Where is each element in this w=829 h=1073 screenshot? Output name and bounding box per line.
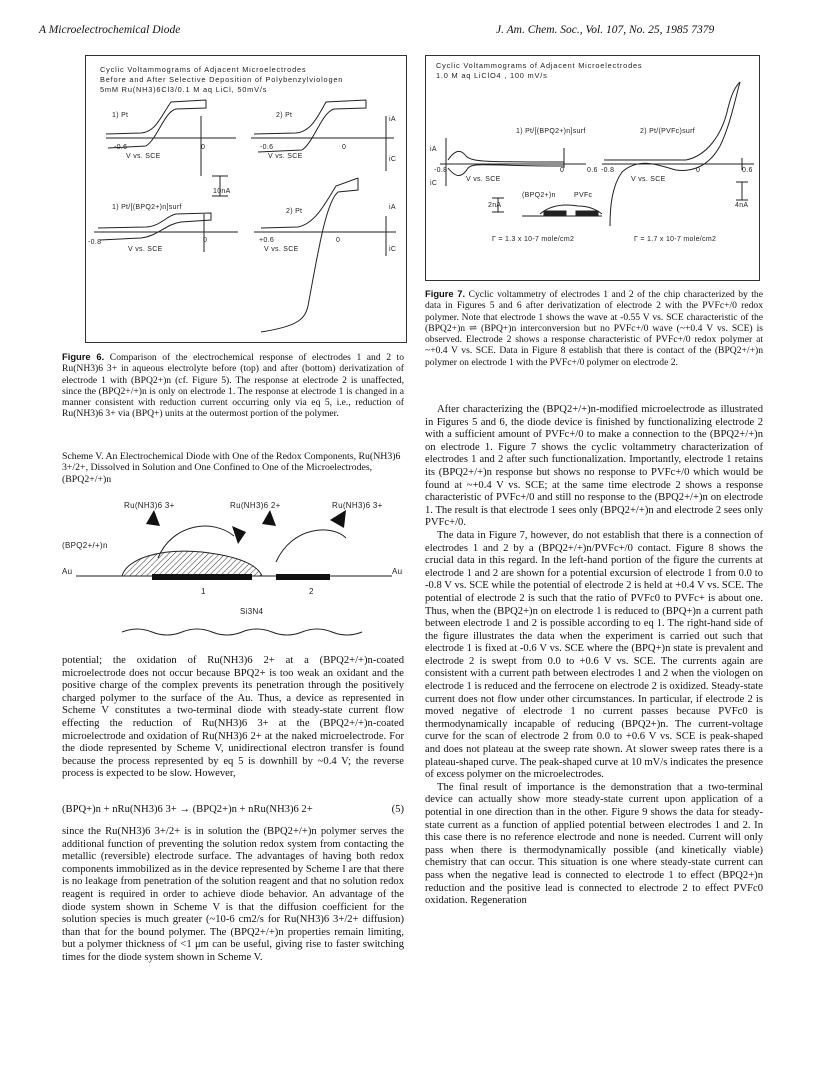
- fig7-r-mid: 0.6: [587, 167, 598, 174]
- fig7-r-xmax: 0.6: [742, 167, 753, 174]
- equation-lhs: (BPQ+)n + nRu(NH3)6 3+: [62, 804, 177, 815]
- figure-6-caption-block: [62, 351, 404, 420]
- left-column-para-2: [62, 826, 404, 965]
- tl-zero: 0: [201, 144, 206, 151]
- scheme-5-diagram: [62, 496, 407, 644]
- right-column: [425, 404, 763, 908]
- right-text-3: The final result of importance is the demonstration that a two-terminal device can actually show more steady-state current upon application of a potential in one direction than in the other. Figure 9 shows the data for steady-state current as a function of applied potential between electrodes 1 and 2. In this case there is no reference electrode and none is needed. Current will only pass when there is thermodynamically possible (and kinetically viable) chemistry that can occur. This situation is one where steady-state current can pass when the negative lead is connected to electrode 1 to effect (BPQ2+)n reduction and the positive lead is connected to electrode 2 to effect PVFc0 oxidation. Regeneration: [425, 781, 763, 907]
- scheme-5-title: [62, 451, 404, 485]
- ru3-right-label: Ru(NH3)6 3+: [332, 501, 383, 510]
- figure-6-caption-label: Figure 6.: [62, 351, 105, 362]
- equation-arrow: →: [179, 804, 190, 815]
- panel-tr-label: 2) Pt: [276, 112, 293, 119]
- equation-number: (5): [391, 804, 404, 815]
- figure-7-caption-block: [425, 288, 763, 368]
- scale-label: 10nA: [213, 188, 231, 195]
- fig7-ia: iA: [430, 146, 437, 153]
- scheme-5-graphic: [62, 496, 407, 644]
- br-ia: iA: [389, 204, 396, 211]
- br-xlabel: V vs. SCE: [264, 246, 299, 253]
- au-left-label: Au: [62, 567, 73, 576]
- tr-ia: iA: [389, 116, 396, 123]
- tr-zero: 0: [342, 144, 347, 151]
- tl-xmin: -0.6: [114, 144, 128, 151]
- figure-6-title-3: 5mM Ru(NH3)6Cl3/0.1 M aq LiCl, 50mV/s: [100, 85, 268, 94]
- figure-6: [85, 55, 407, 343]
- ru2-label: Ru(NH3)6 2+: [230, 501, 281, 510]
- fig7-scale-right: 4nA: [735, 202, 749, 209]
- fig7-r-zero: 0: [696, 167, 701, 174]
- tr-ic: iC: [389, 156, 397, 163]
- electrode-2-label: 2: [309, 587, 314, 596]
- fig7-inset-pvfc: PVFc: [574, 192, 593, 199]
- equation-rhs: (BPQ2+)n + nRu(NH3)6 2+: [192, 804, 313, 815]
- fig7-l-zero: 0: [560, 167, 565, 174]
- fig7-panel-left: 1) Pt/[(BPQ2+)n]surf: [516, 128, 586, 135]
- fig7-coverage-right: Γ = 1.7 x 10-7 mole/cm2: [634, 236, 717, 243]
- tr-xlabel: V vs. SCE: [268, 153, 303, 160]
- left-column-para-1: [62, 655, 404, 781]
- fig7-l-xlabel: V vs. SCE: [466, 176, 501, 183]
- panel-tl-label: 1) Pt: [112, 112, 129, 119]
- electrode-1-label: 1: [201, 587, 206, 596]
- running-header-left: A Microelectrochemical Diode: [39, 24, 181, 36]
- fig7-scale-left: 2nA: [488, 202, 502, 209]
- fig7-panel-right: 2) Pt/(PVFc)surf: [640, 128, 695, 135]
- figure-7-title-2: 1.0 M aq LiClO4 , 100 mV/s: [436, 71, 548, 80]
- scheme-5-text: An Electrochemical Diode with One of the Redox Components, Ru(NH3)6 3+/2+, Dissolved in Solution and One Confined to One of the Microelectrodes, (BPQ2+/+)n: [62, 451, 401, 485]
- figure-6-caption: Comparison of the electrochemical response of electrodes 1 and 2 to Ru(NH3)6 3+ in aqueous electrolyte before (top) and after (bottom) derivatization of electrode 1 with (BPQ2+)n (cf. Figure 5). The response at electrode 2 is unaffected, since the (BPQ2+/+)n is only on electrode 1. The response at electrode 1 is changed in a manner consistent with reduction current occurring only via eq 5, i.e., reduction of Ru(NH3)6 3+ via (BPQ+) units at the outermost portion of the polymer.: [62, 352, 405, 420]
- figure-7-caption: Cyclic voltammetry of electrodes 1 and 2 of the chip characterized by the data in Figures 5 and 6 after derivatization of electrode 2 with the PVFc+/0 redox polymer. Note that electrode 1 shows the wave at -0.55 V vs. SCE characteristic of the (BPQ2+)n ⇌ (BPQ+)n interconversion but no PVFc+/0 wave (~+0.4 V vs. SCE) is observed. Electrode 2 shows a response characteristic of PVFc+/0 redox polymer at ~+0.4 V vs. SCE. Data in Figure 8 establish that there is contact of the (BPQ2+/+)n polymer on electrode 1 with the PVFc+/0 polymer on electrode 2.: [425, 289, 763, 368]
- figure-7-caption-label: Figure 7.: [425, 288, 466, 299]
- right-text-1: After characterizing the (BPQ2+/+)n-modified microelectrode as illustrated in Figures 5 and 6, the diode device is finished by functionalizing electrode 2 with a sufficient amount of PVFc+/0 to make a connection to the (BPQ2+/+)n on electrode 1. Figure 7 shows the cyclic voltammetry characterization of electrodes 1 and 2 after such functionalization. Importantly, electrode 1 retains its (BPQ2+/+)n response but shows no response to PVFc+/0 which would be found at ~+0.4 V vs. SCE; at the same time electrode 2 shows a response characteristic of PVFc+/0 and still no response to the (BPQ2+/+)n on electrode 1. The result is that electrode 1 sees only (BPQ2+/+)n and electrode 2 sees only PVFc+/0.: [425, 404, 763, 529]
- fig7-r-xlabel: V vs. SCE: [631, 176, 666, 183]
- right-text-2: The data in Figure 7, however, do not establish that there is a connection of electrodes 1 and 2 by a (BPQ2+/+)n/PVFc+/0 contact. Figure 8 shows the crucial data in this regard. In the left-hand portion of the figure the currents at electrode 1 and 2 are shown for a potential excursion of electrode 1 from 0.0 to -0.8 V vs. SCE while the potential of electrode 2 is held at +0.4 V vs. SCE. The potential of electrode 2 is such that the ratio of PVFc0 to PVFc+ is about one. Thus, when the (BPQ2+)n on electrode 1 is reduced to (BPQ+)n a current path between electrode 1 and 2 is possible according to eq 1. The right-hand side of the figure illustrates the data when the experiment is carried out such that electrode 1 is fixed at -0.6 V vs. SCE where the (BPQ+)n state is prevalent and electrode 2 is swept from 0.0 to +0.6 V vs. SCE. The currents again are consistent with a current path between electrodes 1 and 2 when the viologen on electrode 1 is reduced and the ferrocene on electrode 2 is oxidized. Steady-state current does not flow under other circumstances. In particular, if electrode 2 is moved negative of electrode 1 no current passes because PVFc0 is thermodynamically incapable of reducing (BPQ2+)n. The current-voltage curve for the scan of electrode 2 from 0.0 to +0.6 V vs. SCE is peak-shaped and does not plateau at the sweep rate shown. At slower sweep rates there is a plateau-shaped curve. The peak-shaped curve at 10 mV/s indicates the presence of excess polymer on the microelectrodes.: [425, 529, 763, 781]
- figure-7: [425, 55, 760, 281]
- scheme-5-heading: Scheme V.: [62, 451, 104, 462]
- br-zero: 0: [336, 237, 341, 244]
- figure-6-title-2: Before and After Selective Deposition of Polybenzylviologen: [100, 75, 344, 84]
- running-header-right: J. Am. Chem. Soc., Vol. 107, No. 25, 1985 7379: [496, 24, 715, 36]
- left-text-1: potential; the oxidation of Ru(NH3)6 2+ at a (BPQ2+/+)n-coated microelectrode does not occur because BPQ2+ is too weak an oxidant and the positive charge of the complex prevents its penetration through the positively charged polymer to the surface of the Au. Thus, a device as represented in Scheme V constitutes a two-terminal diode with steady-state current flow effecting the reduction of Ru(NH3)6 3+ at the (BPQ2+/+)n-coated microelectrode and oxidation of Ru(NH3)6 2+ at the naked microelectrode. For the diode represented by Scheme V, unidirectional electron transfer is found because the process represented by eq 5 is downhill by ~0.4 V; the reverse process is expected to be slow. However,: [62, 655, 404, 780]
- figure-6-curves: [86, 56, 406, 342]
- bl-zero: 0: [203, 237, 208, 244]
- panel-br-label: 2) Pt: [286, 208, 303, 215]
- substrate-label: Si3N4: [240, 607, 264, 616]
- fig7-ic: iC: [430, 180, 438, 187]
- br-ic: iC: [389, 246, 397, 253]
- br-xmin: +0.6: [259, 237, 275, 244]
- fig7-l-xmin: -0.8: [434, 167, 448, 174]
- equation-5: [62, 804, 404, 815]
- fig7-coverage-left: Γ = 1.3 x 10-7 mole/cm2: [492, 236, 575, 243]
- panel-bl-label: 1) Pt/[(BPQ2+)n]surf: [112, 204, 182, 211]
- left-text-2: since the Ru(NH3)6 3+/2+ is in solution the (BPQ2+/+)n polymer serves the additional function of preventing the solution redox system from contacting the metallic (reversible) electrode surface. The advantages of having both redox components immobilized as in the device represented by Scheme I are that there is no leakage from penetration of the solution reagent and that no solution redox reagent is required in order to achieve diode behavior. An advantage of the diode system shown in Scheme V is that the diffusion coefficient for the solution species is much greater (~10-6 cm2/s for Ru(NH3)6 3+/2+ diffusion) than that for the bound polymer. The (BPQ2+/+)n properties remain limiting, but a polymer thickness of <1 μm can be useful, giving rise to faster switching times for the diode system shown in Scheme V.: [62, 826, 404, 963]
- fig7-r-xmin: -0.8: [601, 167, 615, 174]
- bl-xmin: -0.8: [88, 239, 102, 246]
- ru3-left-label: Ru(NH3)6 3+: [124, 501, 175, 510]
- au-right-label: Au: [392, 567, 403, 576]
- tr-xmin: -0.6: [260, 144, 274, 151]
- tl-xlabel: V vs. SCE: [126, 153, 161, 160]
- bl-xlabel: V vs. SCE: [128, 246, 163, 253]
- figure-6-title-1: Cyclic Voltammograms of Adjacent Microelectrodes: [100, 65, 307, 74]
- fig7-inset-bpq: (BPQ2+)n: [522, 192, 556, 199]
- figure-7-title-1: Cyclic Voltammograms of Adjacent Microelectrodes: [436, 61, 643, 70]
- bpq-label: (BPQ2+/+)n: [62, 541, 108, 550]
- figure-7-curves: [426, 56, 759, 280]
